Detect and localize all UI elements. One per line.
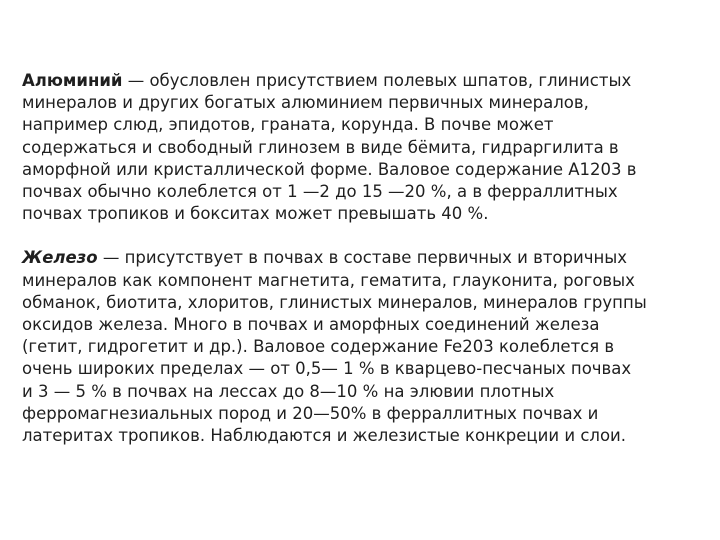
text-line: ферромагнезиальных пород и 20—50% в ферраллитных почвах и bbox=[22, 403, 599, 423]
text-line: например слюд, эпидотов, граната, корунда. В почве может bbox=[22, 115, 554, 135]
text-line: минералов и других богатых алюминием первичных минералов, bbox=[22, 93, 589, 113]
text-line: почвах обычно колеблется от 1 —2 до 15 —20 %, а в ферраллитных bbox=[22, 182, 618, 202]
text-line: латеритах тропиков. Наблюдаются и железистые конкреции и слои. bbox=[22, 426, 627, 446]
text-line: оксидов железа. Много в почвах и аморфных соединений железа bbox=[22, 315, 600, 335]
slide-text bbox=[22, 70, 712, 447]
text-line bbox=[22, 70, 712, 92]
term-iron: Железо bbox=[22, 248, 98, 268]
text-line: аморфной или кристаллической форме. Валовое содержание А1203 в bbox=[22, 159, 637, 179]
term-aluminium: Алюминий bbox=[22, 71, 123, 90]
text-line: очень широких пределах — от 0,5— 1 % в кварцево-песчаных почвах bbox=[22, 359, 632, 379]
text-line: (гетит, гидрогетит и др.). Валовое содержание Fe203 колеблется в bbox=[22, 337, 615, 357]
paragraph-aluminium bbox=[22, 70, 712, 225]
text-line-content: — присутствует в почвах в составе первичных и вторичных bbox=[97, 248, 628, 268]
text-line bbox=[22, 247, 712, 269]
text-line: минералов как компонент магнетита, гематита, глауконита, роговых bbox=[22, 270, 635, 290]
text-line: содержаться и свободный глинозем в виде бёмита, гидраргилита в bbox=[22, 137, 619, 157]
paragraph-iron bbox=[22, 247, 712, 447]
text-line-content: — обусловлен присутствием полевых шпатов, глинистых bbox=[122, 71, 632, 90]
text-line: почвах тропиков и бокситах может превышать 40 %. bbox=[22, 204, 489, 224]
text-line: и 3 — 5 % в почвах на лессах до 8—10 % на элювии плотных bbox=[22, 381, 555, 401]
text-line: обманок, биотита, хлоритов, глинистых минералов, минералов группы bbox=[22, 292, 647, 312]
